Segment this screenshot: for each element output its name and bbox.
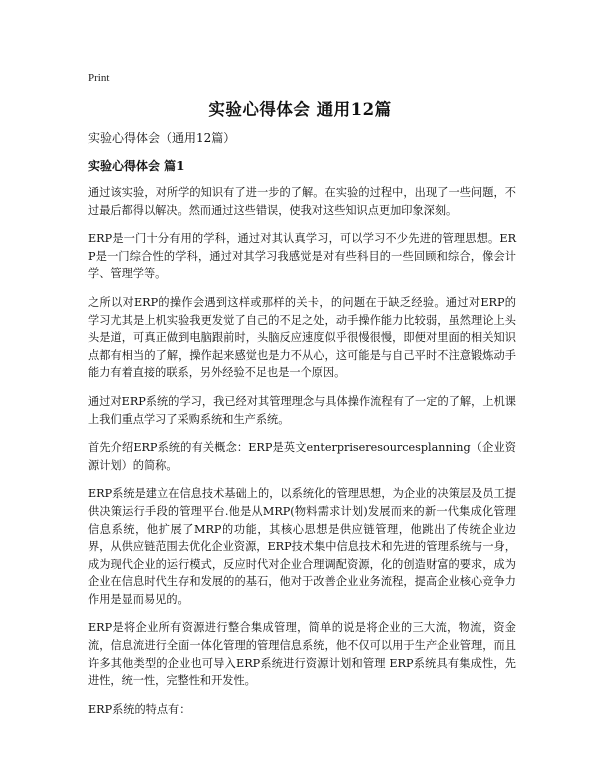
paragraph: ERP系统是建立在信息技术基础上的，以系统化的管理思想，为企业的决策层及员工提供决策运行手段的管理平台.他是从MRP(物料需求计划)发展而来的新一代集成化管理信息系统，他扩展了MRP的功能，其核心思想是供应链管理，他跳出了传统企业边界，从供应链范围去优化企业资源，ERP技术集中信息技术和先进的管理系统与一身，成为现代企业的运行模式，反应时代对企业合理调配资源，化的创造财富的要求，成为企业在信息时代生存和发展的的基石，他对于改善企业业务流程，提高企业核心竞争力作用是显而易见的。 bbox=[88, 487, 516, 606]
paragraph: ERP是将企业所有资源进行整合集成管理，简单的说是将企业的三大流，物流，资金流，信息流进行全面一体化管理的管理信息系统，他不仅可以用于生产企业管理，而且许多其他类型的企业也可导入ERP系统进行资源计划和管理 ERP系统具有集成性，先进性，统一性，完整性和开发性。 bbox=[88, 621, 516, 688]
paragraph: 通过对ERP系统的学习，我已经对其管理理念与具体操作流程有了一定的了解，上机课上我们重点学习了采购系统和生产系统。 bbox=[88, 394, 516, 426]
document-subtitle: 实验心得体会（通用12篇） bbox=[88, 131, 236, 145]
paragraph: 首先介绍ERP系统的有关概念：ERP是英文enterpriseresourcesplanning（企业资源计划）的简称。 bbox=[88, 441, 516, 472]
document-body bbox=[88, 130, 516, 729]
section-heading: 实验心得体会 篇1 bbox=[88, 159, 185, 173]
print-label: Print bbox=[88, 72, 110, 84]
paragraph: 通过该实验，对所学的知识有了进一步的了解。在实验的过程中，出现了一些问题，不过最后都得以解决。然而通过这些错误，使我对这些知识点更加印象深刻。 bbox=[88, 186, 516, 217]
paragraph: ERP系统的特点有： bbox=[88, 702, 191, 716]
paragraph: 之所以对ERP的操作会遇到这样或那样的关卡，的问题在于缺乏经验。通过对ERP的学习尤其是上机实验我更发觉了自己的不足之处，动手操作能力比较弱，虽然理论上头头是道，可真正做到电脑跟前时，头脑反应速度似乎很慢很慢，即便对里面的相关知识点都有相当的了解，操作起来感觉也是力不从心，这可能是与自己平时不注意锻炼动手能力有着直接的联系，另外经验不足也是一个原因。 bbox=[88, 295, 516, 380]
page-title: 实验心得体会 通用12篇 bbox=[208, 100, 392, 119]
paragraph: ERP是一门十分有用的学科，通过对其认真学习，可以学习不少先进的管理思想。ERP是一门综合性的学科，通过对其学习我感觉是对有些科目的一些回顾和综合，像会计学、管理学等。 bbox=[88, 232, 516, 281]
